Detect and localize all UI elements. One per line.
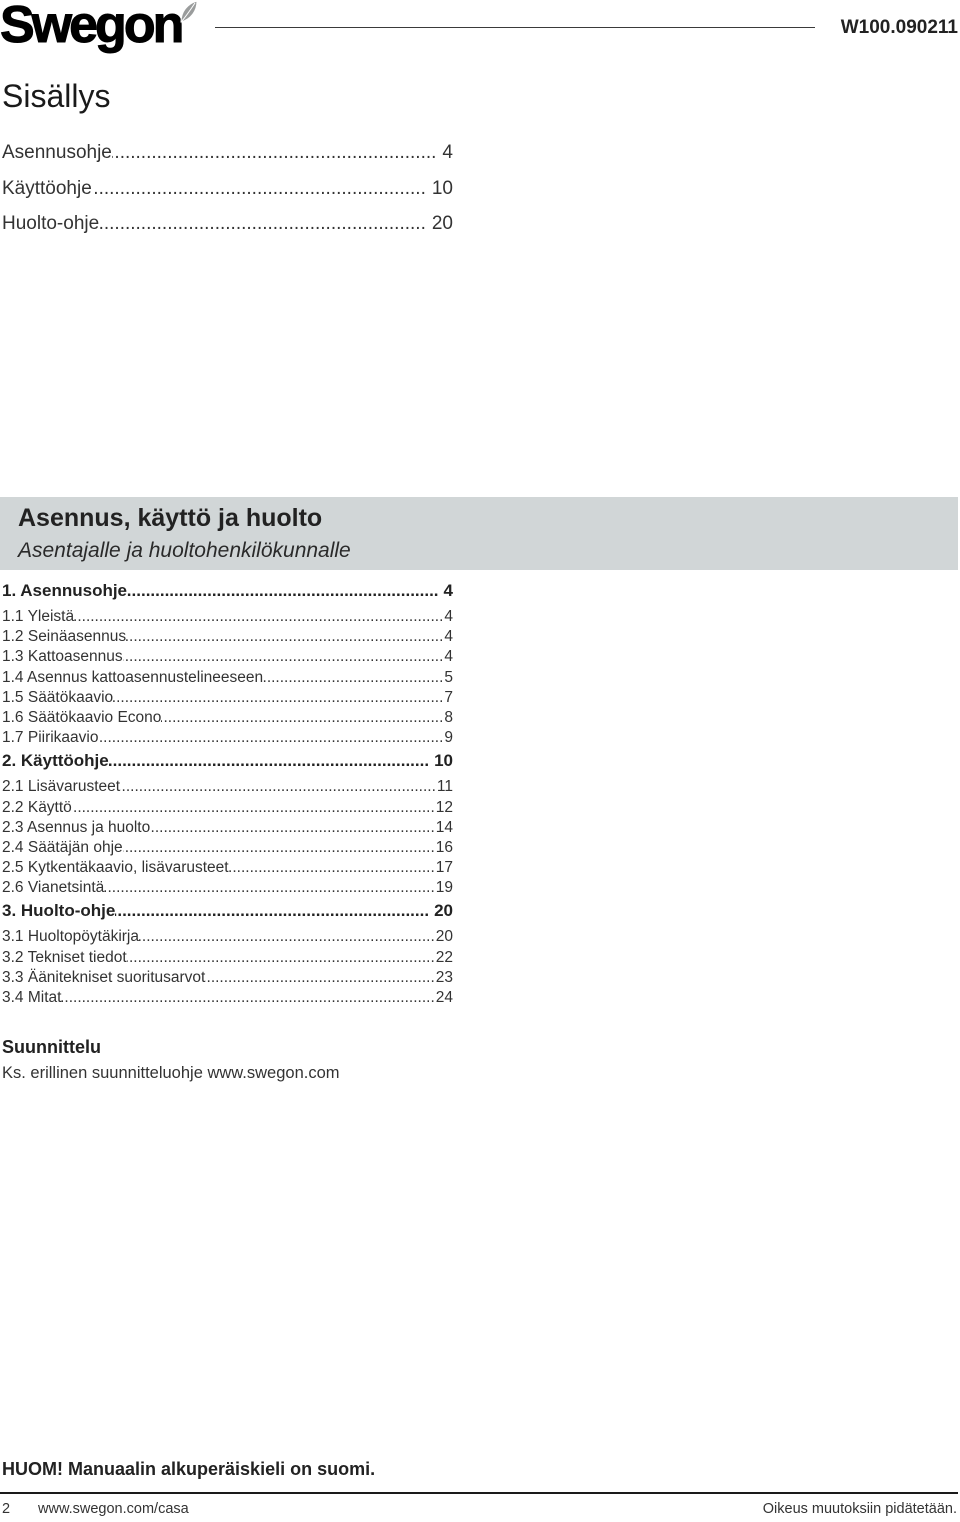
toc-entry	[2, 838, 453, 858]
toc-entry-title: 1.7 Piirikaavio	[2, 729, 99, 747]
toc-entry	[2, 627, 453, 647]
toc-entry-page: 17	[435, 859, 453, 877]
toc-entry-page: 5	[444, 668, 453, 686]
toc-section-page: 10	[434, 751, 453, 771]
banner-title: Asennus, käyttö ja huolto	[18, 504, 323, 532]
leader-dots	[61, 988, 434, 1008]
contents-item	[2, 171, 453, 207]
toc-entry	[2, 777, 453, 797]
leader-dots	[127, 948, 435, 968]
leader-dots	[92, 171, 426, 207]
contents-summary	[2, 135, 453, 242]
toc-entry	[2, 708, 453, 728]
contents-item-page: 10	[431, 177, 453, 199]
toc-entry-title: 3.3 Äänitekniset suoritusarvot	[2, 968, 206, 986]
leader-dots	[99, 728, 444, 748]
toc-section	[2, 751, 453, 771]
toc-entry-title: 2.6 Vianetsintä	[2, 879, 105, 897]
toc-entry-title: 3.2 Tekniset tiedot	[2, 948, 127, 966]
toc-entry-title: 1.3 Kattoasennus	[2, 648, 123, 666]
table-of-contents	[2, 578, 453, 1008]
footer-divider	[0, 1492, 958, 1494]
toc-entry-title: 2.5 Kytkentäkaavio, lisävarusteet	[2, 859, 229, 877]
toc-entry-page: 4	[444, 608, 453, 625]
toc-entry-page: 12	[435, 798, 453, 816]
toc-entry-title: 1.5 Säätökaavio	[2, 688, 114, 706]
toc-entry	[2, 878, 453, 898]
toc-section-title: 3. Huolto-ohje	[2, 901, 116, 921]
leader-dots	[150, 818, 435, 838]
toc-entry	[2, 668, 453, 688]
leader-dots	[263, 668, 443, 688]
banner-subtitle: Asentajalle ja huoltohenkilökunnalle	[18, 539, 351, 562]
footer-url: www.swegon.com/casa	[38, 1501, 189, 1517]
toc-entry-page: 4	[444, 648, 453, 666]
toc-entry-page: 16	[435, 838, 453, 856]
leader-dots	[74, 607, 443, 627]
toc-entry	[2, 968, 453, 988]
toc-entry-page: 24	[435, 989, 453, 1006]
page-title: Sisällys	[2, 78, 111, 114]
toc-entry-title: 2.3 Asennus ja huolto	[2, 818, 151, 836]
toc-entry-title: 3.1 Huoltopöytäkirja	[2, 928, 139, 946]
language-note: HUOM! Manuaalin alkuperäiskieli on suomi.	[2, 1459, 376, 1479]
footer-page-number: 2	[2, 1501, 11, 1517]
toc-section-page: 20	[434, 901, 453, 921]
toc-entry	[2, 728, 453, 748]
footer-rights: Oikeus muutoksiin pidätetään.	[762, 1501, 957, 1517]
toc-entry-page: 4	[444, 628, 453, 646]
leader-dots	[120, 777, 436, 797]
leader-dots	[104, 878, 434, 898]
toc-entry-title: 1.1 Yleistä	[2, 608, 75, 625]
toc-entry	[2, 988, 453, 1008]
contents-item-page: 4	[442, 142, 453, 163]
toc-entry-title: 3.4 Mitat	[2, 989, 62, 1006]
leader-dots	[115, 901, 429, 921]
leader-dots	[205, 968, 434, 988]
contents-item-title: Käyttöohje	[2, 177, 92, 199]
toc-entry-title: 2.2 Käyttö	[2, 798, 72, 816]
toc-section	[2, 581, 453, 601]
toc-entry-title: 2.4 Säätäjän ohje	[2, 838, 123, 856]
leaf-icon	[178, 0, 198, 24]
toc-section	[2, 901, 453, 921]
toc-entry-page: 23	[435, 968, 453, 986]
leader-dots	[229, 858, 435, 878]
contents-item-title: Huolto-ohje	[2, 213, 100, 234]
toc-entry-title: 1.6 Säätökaavio Econo	[2, 708, 162, 726]
section-banner	[0, 497, 958, 570]
contents-item	[2, 206, 453, 242]
leader-dots	[126, 627, 443, 647]
toc-entry	[2, 798, 453, 818]
header-divider	[215, 27, 815, 28]
contents-item-page: 20	[431, 213, 453, 234]
toc-entry	[2, 647, 453, 667]
toc-entry-page: 7	[444, 688, 453, 706]
document-code: W100.090211	[840, 17, 958, 38]
toc-entry-page: 11	[436, 778, 453, 796]
contents-item-title: Asennusohje	[2, 142, 112, 163]
toc-entry-title: 1.2 Seinäasennus	[2, 628, 127, 646]
toc-section-page: 4	[443, 581, 453, 600]
toc-entry-page: 19	[435, 879, 453, 897]
leader-dots	[109, 751, 429, 771]
leader-dots	[72, 798, 435, 818]
leader-dots	[123, 838, 435, 858]
toc-entry	[2, 818, 453, 838]
toc-entry-page: 8	[444, 708, 453, 726]
toc-entry-page: 22	[435, 948, 453, 966]
toc-entry-page: 9	[444, 729, 453, 747]
leader-dots	[99, 206, 426, 242]
toc-entry-title: 1.4 Asennus kattoasennustelineeseen	[2, 668, 264, 686]
toc-entry-page: 14	[435, 818, 453, 836]
toc-entry	[2, 607, 453, 627]
toc-entry	[2, 948, 453, 968]
toc-section-title: 2. Käyttöohje	[2, 751, 109, 771]
leader-dots	[161, 708, 443, 728]
contents-item	[2, 135, 453, 171]
leader-dots	[127, 581, 439, 601]
leader-dots	[113, 688, 443, 708]
toc-entry	[2, 688, 453, 708]
toc-section-title: 1. Asennusohje	[2, 581, 128, 600]
swegon-logo: Swegon	[0, 0, 182, 54]
toc-entry	[2, 858, 453, 878]
toc-entry-page: 20	[435, 928, 453, 946]
leader-dots	[123, 647, 444, 667]
toc-entry	[2, 927, 453, 947]
planning-text: Ks. erillinen suunnitteluohje www.swegon.com	[2, 1064, 340, 1082]
toc-entry-title: 2.1 Lisävarusteet	[2, 778, 121, 796]
leader-dots	[112, 135, 437, 171]
planning-heading: Suunnittelu	[2, 1037, 101, 1057]
leader-dots	[139, 927, 435, 947]
